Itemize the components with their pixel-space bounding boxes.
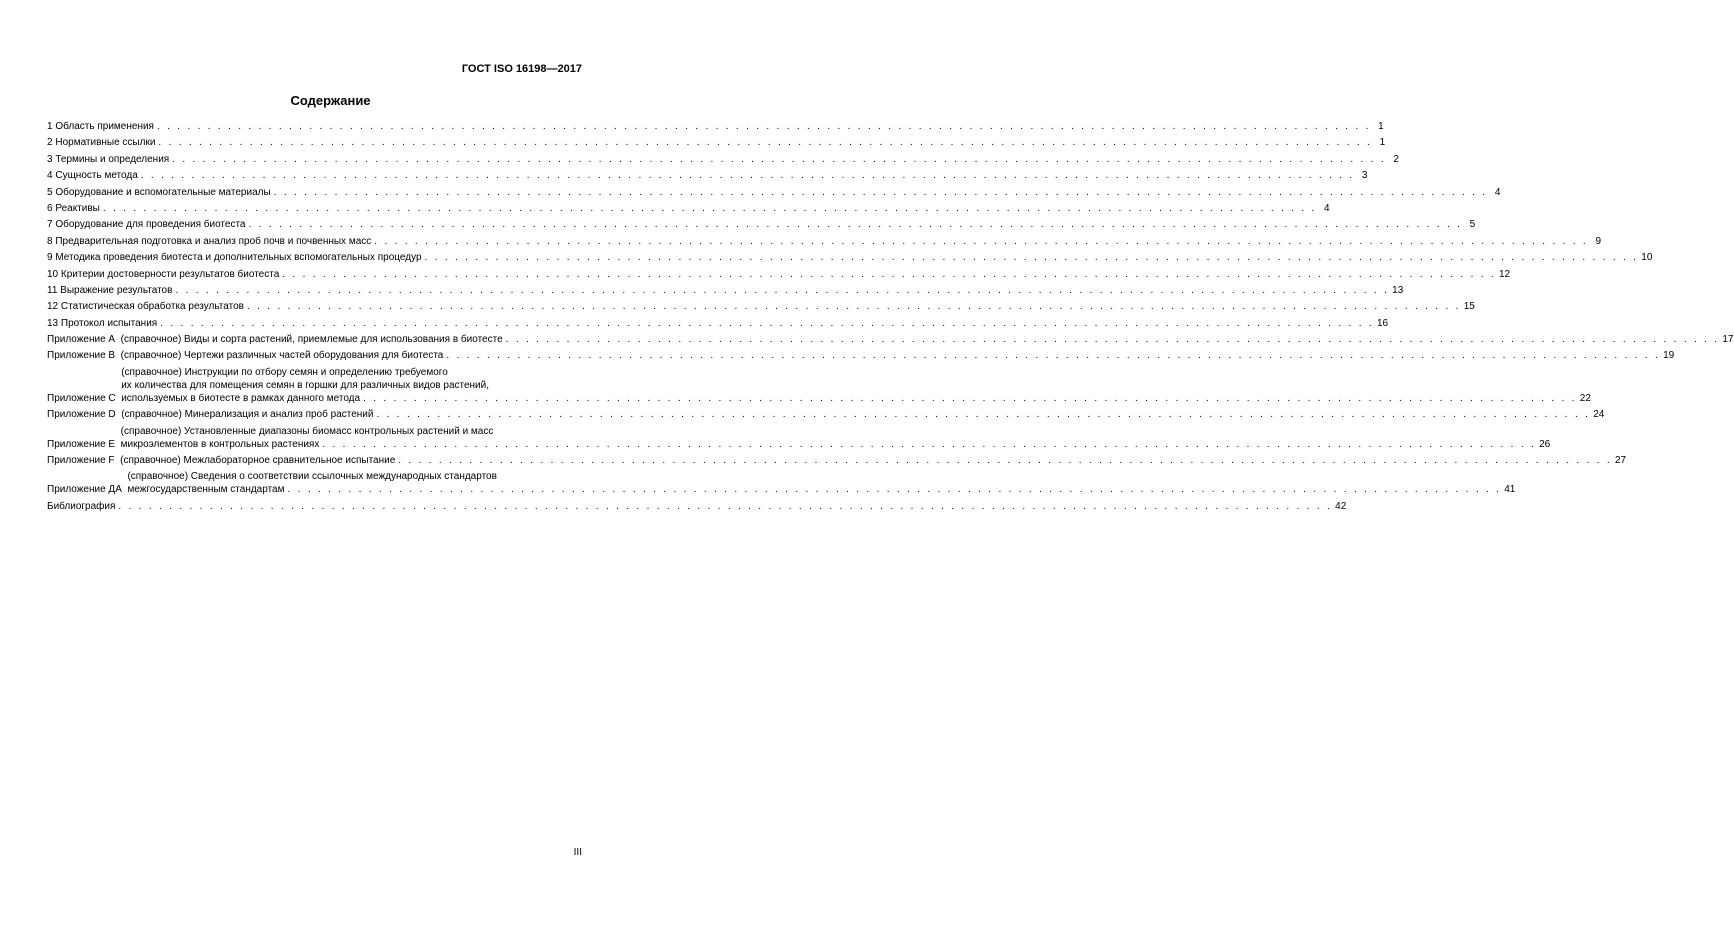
toc-entry-number: 7 — [47, 219, 56, 231]
toc-entry[interactable] — [47, 268, 1511, 281]
toc-entry-page: 2 — [1393, 153, 1399, 165]
toc-entry-number: 13 — [47, 317, 61, 329]
dot-leader — [247, 300, 1461, 313]
toc-entry-page: 12 — [1498, 268, 1511, 280]
toc-entry-page: 1 — [1378, 121, 1384, 132]
dot-leader — [446, 349, 1660, 362]
toc-entry[interactable] — [47, 218, 1476, 231]
contents-title: Содержание — [290, 93, 371, 108]
toc-entry-page: 27 — [1614, 455, 1627, 467]
toc-entry-page: 4 — [1494, 186, 1501, 198]
dot-leader — [274, 186, 1488, 199]
toc-entry[interactable] — [47, 235, 1601, 248]
dot-leader — [322, 438, 1536, 451]
dot-leader — [425, 251, 1639, 264]
dot-leader — [160, 317, 1374, 330]
toc-entry-title: Оборудование для проведения биотеста — [55, 219, 246, 231]
toc-entry-title: используемых в биотесте в рамках данного метода — [121, 392, 361, 404]
toc-entry-page: 19 — [1663, 350, 1675, 362]
toc-entry-number: 1 — [47, 121, 56, 132]
toc-entry-page: 17 — [1722, 334, 1734, 346]
toc-entry-number: Приложение А — [47, 334, 121, 346]
toc-entry-page: 16 — [1376, 317, 1389, 329]
toc-entry-number: Приложение С — [47, 392, 122, 404]
toc-entry[interactable] — [47, 251, 1653, 264]
toc-entry-title-line: их количества для помещения семян в горшки для различных видов растений, — [121, 379, 490, 391]
toc-entry[interactable] — [47, 153, 1399, 166]
toc-entry-page: 26 — [1539, 438, 1551, 450]
dot-leader — [158, 136, 1372, 149]
toc-entry-page: 1 — [1379, 137, 1386, 149]
toc-entry-title-line: (справочное) Сведения о соответствии ссылочных международных стандартов — [127, 471, 497, 483]
toc-entry-page: 22 — [1579, 392, 1591, 404]
toc-entry-title: Реактивы — [55, 202, 100, 214]
toc-entry[interactable] — [47, 454, 1627, 467]
toc-entry-page: 41 — [1504, 484, 1516, 496]
toc-entry-title: Протокол испытания — [60, 317, 158, 329]
toc-entry-title: межгосударственным стандартам — [127, 484, 285, 496]
toc-entry-title: (справочное) Виды и сорта растений, приемлемые для использования в биотесте — [120, 334, 503, 346]
toc-entry-page: 24 — [1593, 409, 1605, 421]
toc-entry-page: 5 — [1469, 219, 1476, 231]
toc-entry-number: 8 — [47, 235, 56, 247]
toc-entry[interactable] — [47, 425, 1551, 451]
dot-leader — [288, 483, 1502, 496]
toc-entry-number: 5 — [47, 186, 56, 198]
dot-leader — [376, 408, 1590, 421]
table-of-contents — [47, 120, 1734, 516]
document-code-header: ГОСТ ISO 16198—2017 — [461, 63, 582, 75]
toc-entry[interactable] — [47, 136, 1386, 149]
toc-entry-title: Библиография — [47, 500, 116, 512]
toc-entry[interactable] — [47, 333, 1734, 346]
dot-leader — [157, 120, 1371, 133]
dot-leader — [118, 500, 1332, 513]
toc-entry-title: (справочное) Чертежи различных частей оборудования для биотеста — [120, 350, 444, 362]
toc-entry-page: 4 — [1324, 202, 1330, 214]
toc-entry-title-line: (справочное) Установленные диапазоны биомасс контрольных растений и масс — [120, 425, 494, 437]
toc-entry-number: 9 — [47, 252, 56, 264]
toc-entry-page: 3 — [1361, 170, 1368, 182]
toc-entry-title: Методика проведения биотеста и дополнительных вспомогательных процедур — [55, 252, 422, 264]
toc-entry-page: 15 — [1463, 301, 1475, 313]
dot-leader — [282, 268, 1496, 281]
page-number: III — [573, 847, 582, 858]
toc-entry-title: (справочное) Минерализация и анализ проб растений — [121, 409, 374, 421]
dot-leader — [103, 202, 1317, 215]
toc-entry-number: 3 — [47, 153, 56, 165]
toc-entry-number: 10 — [47, 268, 61, 280]
toc-entry[interactable] — [47, 500, 1347, 513]
toc-entry-number: 4 — [47, 170, 56, 182]
toc-entry-title: (справочное) Межлабораторное сравнительное испытание — [120, 455, 396, 467]
toc-entry-title: Оборудование и вспомогательные материалы — [55, 186, 271, 198]
toc-entry-title: Критерии достоверности результатов биотеста — [60, 268, 280, 280]
toc-entry[interactable] — [47, 366, 1591, 405]
toc-entry-page: 9 — [1595, 235, 1601, 247]
toc-entry-title-line: (справочное) Инструкции по отбору семян и определению требуемого — [121, 366, 448, 378]
toc-entry-title: Статистическая обработка результатов — [60, 301, 244, 313]
toc-entry-number: 6 — [47, 202, 56, 214]
dot-leader — [175, 284, 1389, 297]
dot-leader — [363, 392, 1577, 405]
toc-entry[interactable] — [47, 470, 1516, 496]
toc-entry-number: Приложение В — [47, 350, 121, 362]
toc-entry-page: 42 — [1335, 500, 1347, 512]
dot-leader — [374, 235, 1588, 248]
toc-entry[interactable] — [47, 186, 1501, 199]
toc-entry[interactable] — [47, 317, 1389, 330]
dot-leader — [506, 333, 1720, 346]
toc-entry-number: 2 — [47, 137, 56, 149]
toc-entry[interactable] — [47, 120, 1384, 133]
toc-entry-page: 13 — [1392, 284, 1404, 296]
dot-leader — [172, 153, 1386, 166]
toc-entry-number: Приложение F — [47, 455, 121, 467]
toc-entry-title: Нормативные ссылки — [55, 137, 156, 149]
toc-entry[interactable] — [47, 169, 1368, 182]
dot-leader — [141, 169, 1355, 182]
dot-leader — [398, 454, 1612, 467]
toc-entry[interactable] — [47, 202, 1330, 215]
toc-entry-title: Выражение результатов — [60, 284, 173, 296]
toc-entry-title: Область применения — [55, 121, 154, 132]
toc-entry-number: 11 — [47, 284, 61, 296]
toc-entry[interactable] — [47, 408, 1605, 421]
toc-entry-number: Приложение Е — [47, 438, 121, 450]
toc-entry[interactable] — [47, 284, 1404, 297]
toc-entry[interactable] — [47, 349, 1675, 362]
toc-entry-number: 12 — [47, 301, 61, 313]
toc-entry-title: микроэлементов в контрольных растениях — [120, 438, 320, 450]
dot-leader — [249, 218, 1463, 231]
toc-entry-number: Приложение ДА — [47, 484, 128, 496]
toc-entry-title: Сущность метода — [55, 170, 138, 182]
toc-entry-page: 10 — [1641, 252, 1653, 264]
toc-entry-number: Приложение D — [47, 409, 122, 421]
toc-entry-title: Термины и определения — [55, 153, 170, 165]
toc-entry-title: Предварительная подготовка и анализ проб почв и почвенных масс — [55, 235, 372, 247]
toc-entry[interactable] — [47, 300, 1475, 313]
